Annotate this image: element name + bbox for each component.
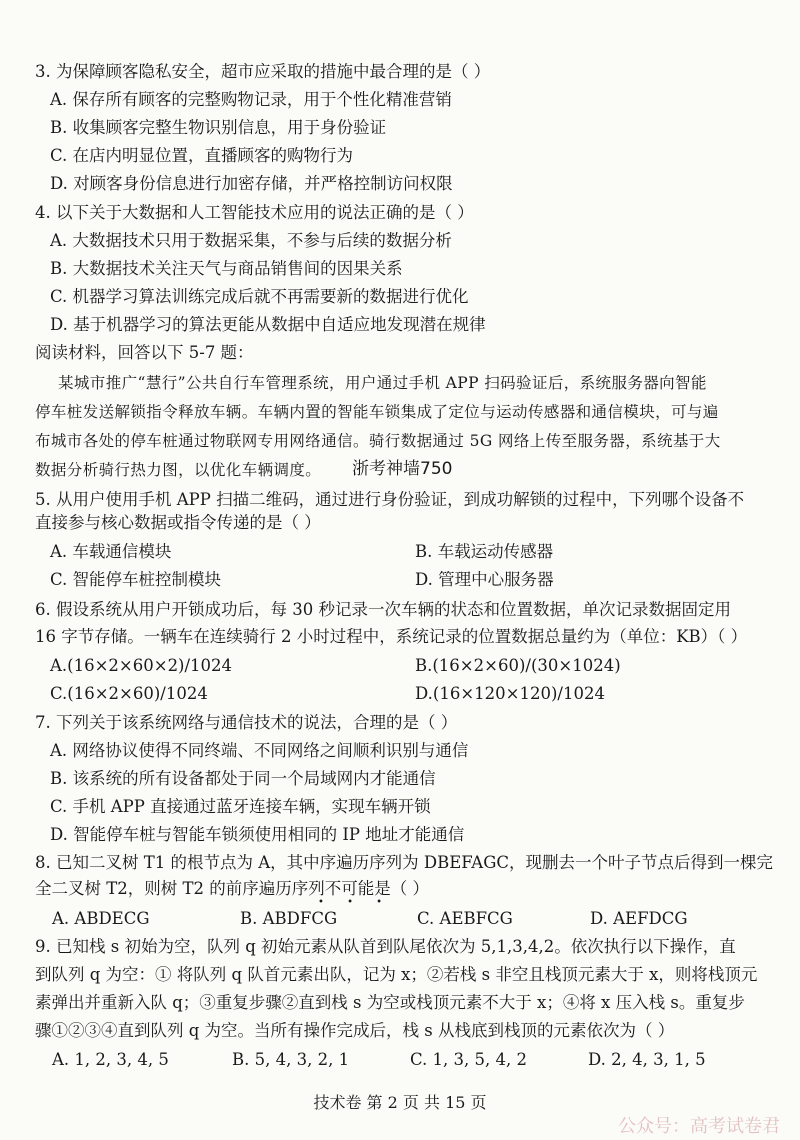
question-6-stem-line-2: 16 字节存储。一辆车在连续骑行 2 小时过程中，系统记录的位置数据总量约为（单位：KB）（ ） [35,627,748,646]
reading-line-2: 停车桩发送解锁指令释放车辆。车辆内置的智能车锁集成了定位与运动传感器和通信模块，可与遍 [35,403,719,421]
question-6-option-c: C.(16×2×60)/1024 [50,684,208,703]
question-9-stem-line-2: 到队列 q 为空：① 将队列 q 队首元素出队，记为 x；②若栈 s 非空且栈顶元素大于 x，则将栈顶元 [35,965,758,984]
handwritten-signature: 浙考神墙750 [352,459,453,479]
question-6-stem-line-1: 6. 假设系统从用户开锁成功后，每 30 秒记录一次车辆的状态和位置数据，单次记录数据固定用 [35,600,731,619]
question-8-option-a: A. ABDECG [52,909,150,928]
question-4-option-d: D. 基于机器学习的算法更能从数据中自适应地发现潜在规律 [50,315,486,334]
question-7-option-b: B. 该系统的所有设备都处于同一个局域网内才能通信 [50,769,436,788]
question-3-option-d: D. 对顾客身份信息进行加密存储，并严格控制访问权限 [50,174,453,193]
question-8-stem-line-1: 8. 已知二叉树 T1 的根节点为 A，其中序遍历序列为 DBEFAGC，现删去一个叶子节点后得到一棵完 [35,853,774,872]
question-7-stem: 7. 下列关于该系统网络与通信技术的说法，合理的是（ ） [35,713,458,732]
emphasis-dots: • • • [318,897,393,908]
question-3-option-b: B. 收集顾客完整生物识别信息，用于身份验证 [50,118,387,137]
question-6-option-b: B.(16×2×60)/(30×1024) [415,656,621,675]
question-6-option-d: D.(16×120×120)/1024 [415,684,605,703]
question-7-option-a: A. 网络协议使得不同终端、不同网络之间顺利识别与通信 [50,741,469,760]
question-5-option-d: D. 管理中心服务器 [415,570,554,589]
question-9-stem-line-1: 9. 已知栈 s 初始为空，队列 q 初始元素从队首到队尾依次为 5,1,3,4,2。依次执行以下操作，直 [35,937,736,956]
question-3-option-c: C. 在店内明显位置，直播顾客的购物行为 [50,146,354,165]
question-9-stem-line-4: 骤①②③④直到队列 q 为空。当所有操作完成后，栈 s 从栈底到栈顶的元素依次为（ ） [35,1021,675,1040]
question-5-stem-line-2: 直接参与核心数据或指令传递的是（ ） [35,513,321,532]
page-footer: 技术卷 第 2 页 共 15 页 [313,1093,487,1112]
reading-intro: 阅读材料，回答以下 5-7 题： [35,343,254,362]
question-9-stem-line-3: 素弹出并重新入队 q；③重复步骤②直到栈 s 为空或栈顶元素不大于 x；④将 x 压入栈 s。重复步 [35,993,745,1012]
question-4-option-c: C. 机器学习算法训练完成后就不再需要新的数据进行优化 [50,287,469,306]
question-8-option-d: D. AEFDCG [590,909,688,928]
reading-line-4: 数据分析骑行热力图，以优化车辆调度。 [35,461,322,479]
question-4-option-b: B. 大数据技术关注天气与商品销售间的因果关系 [50,259,403,278]
question-7-option-c: C. 手机 APP 直接通过蓝牙连接车辆，实现车辆开锁 [50,797,431,816]
question-9-option-d: D. 2, 4, 3, 1, 5 [588,1050,706,1069]
question-6-option-a: A.(16×2×60×2)/1024 [50,656,233,675]
question-4-option-a: A. 大数据技术只用于数据采集，不参与后续的数据分析 [50,231,452,250]
question-3-stem: 3. 为保障顾客隐私安全，超市应采取的措施中最合理的是（ ） [35,62,491,81]
question-8-option-b: B. ABDFCG [240,909,338,928]
question-5-option-b: B. 车载运动传感器 [415,542,554,561]
question-5-option-a: A. 车载通信模块 [50,542,172,561]
question-9-option-c: C. 1, 3, 5, 4, 2 [410,1050,527,1069]
question-7-option-d: D. 智能停车桩与智能车锁须使用相同的 IP 地址才能通信 [50,825,465,844]
question-8-option-c: C. AEBFCG [417,909,513,928]
question-4-stem: 4. 以下关于大数据和人工智能技术应用的说法正确的是（ ） [35,203,474,222]
watermark: 公众号：高考试卷君 [618,1116,780,1137]
question-5-stem-line-1: 5. 从用户使用手机 APP 扫描二维码，通过进行身份验证，到成功解锁的过程中，下列哪个设备不 [35,490,745,509]
question-3-option-a: A. 保存所有顾客的完整购物记录，用于个性化精准营销 [50,90,452,109]
question-8-stem-line-2: 全二叉树 T2，则树 T2 的前序遍历序列不可能是（ ） [35,879,429,898]
reading-line-3: 布城市各处的停车桩通过物联网专用网络通信。骑行数据通过 5G 网络上传至服务器，系统基于大 [35,432,721,450]
reading-line-1: 某城市推广“慧行”公共自行车管理系统，用户通过手机 APP 扫码验证后，系统服务器向智能 [58,374,707,392]
question-5-option-c: C. 智能停车桩控制模块 [50,570,222,589]
question-9-option-a: A. 1, 2, 3, 4, 5 [52,1050,169,1069]
question-9-option-b: B. 5, 4, 3, 2, 1 [232,1050,350,1069]
